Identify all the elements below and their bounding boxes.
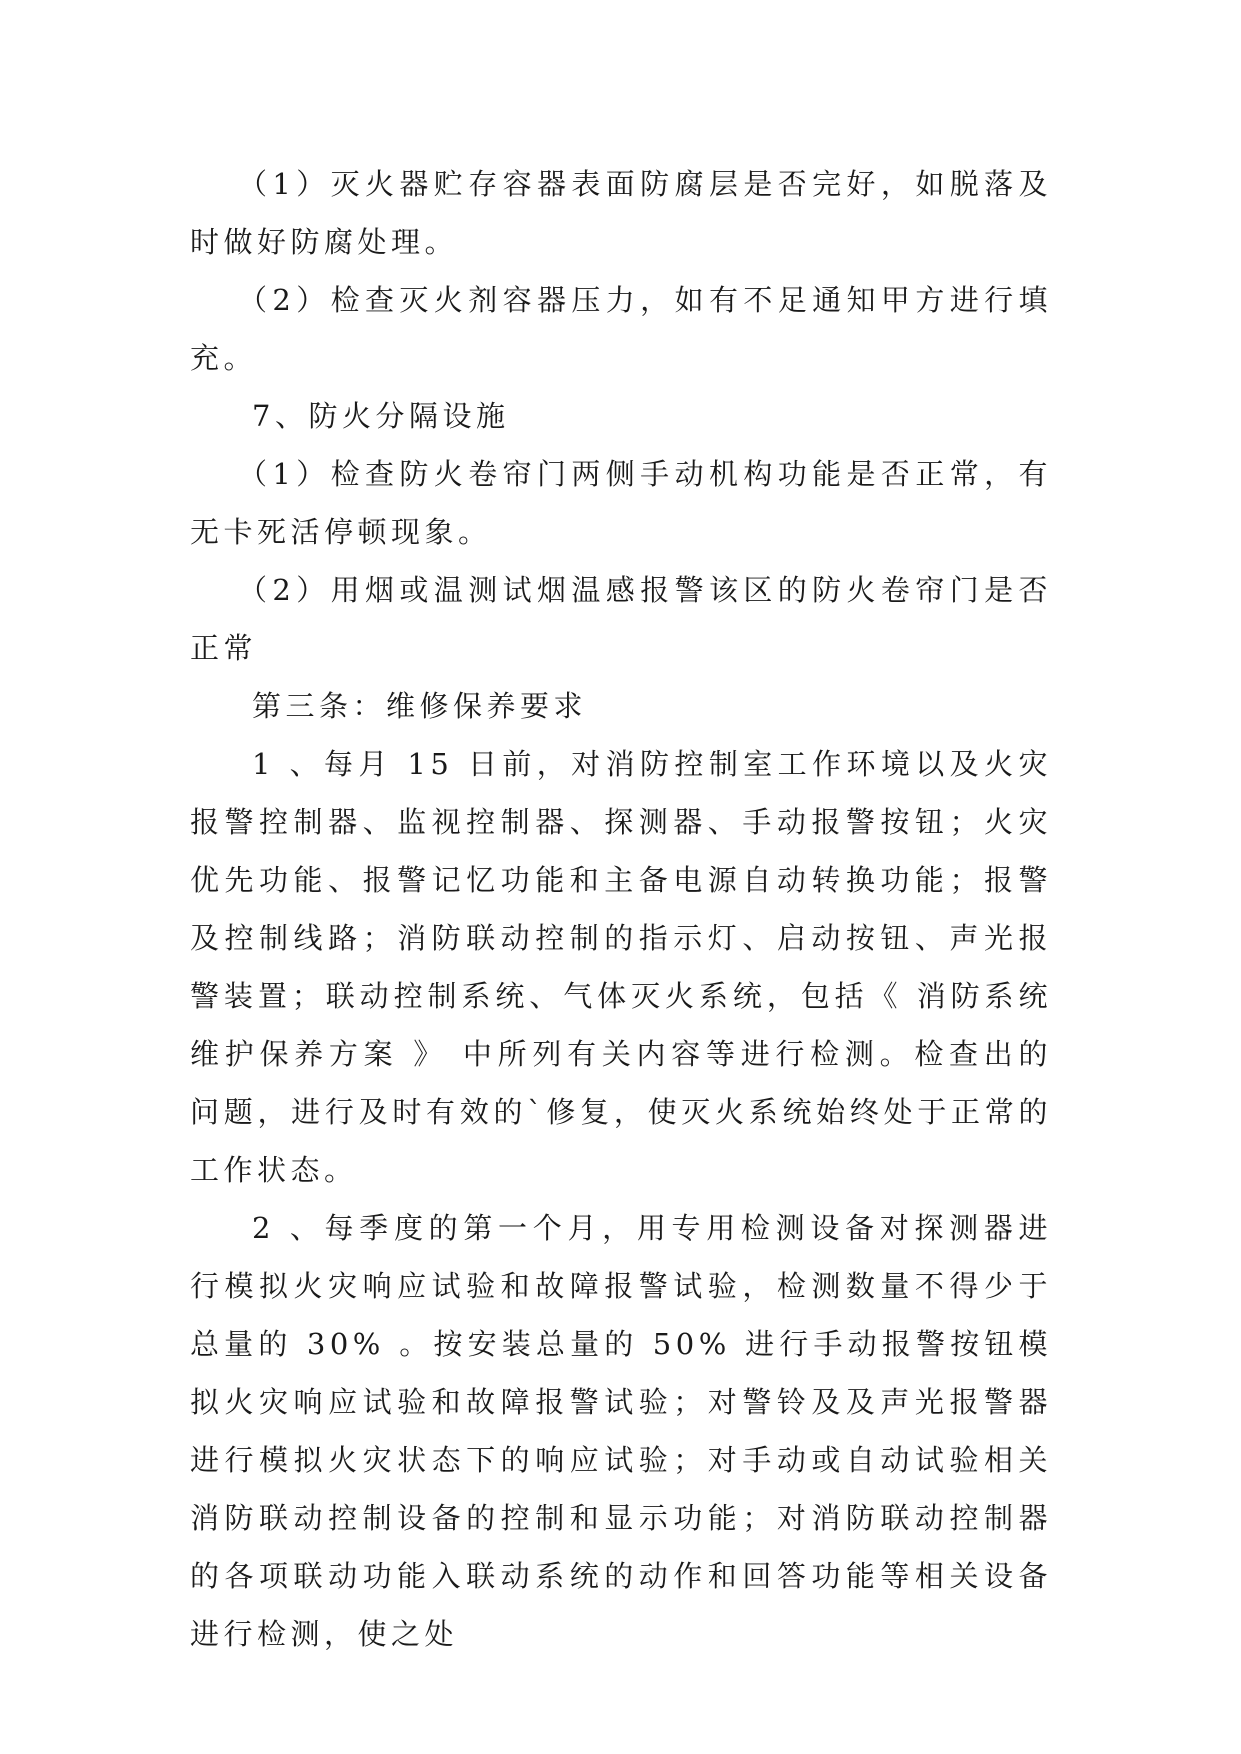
paragraph-monthly-check: 1 、每月 15 日前，对消防控制室工作环境以及火灾报警控制器、监视控制器、探测器、手动报警按钮；火灾优先功能、报警记忆功能和主备电源自动转换功能；报警及控制线路；消防联动控制的指示灯、启动按钮、声光报警装置；联动控制系统、气体灭火系统，包括《 消防系统维护保养方案 》 中所列有关内容等进行检测。检查出的问题，进行及时有效的`修复，使灭火系统始终处于正常的工作状态。 — [190, 747, 1052, 1187]
paragraph-shutter-manual: （1）检查防火卷帘门两侧手动机构功能是否正常，有无卡死活停顿现象。 — [190, 457, 1052, 549]
article-heading-maintenance: 第三条：维修保养要求 — [252, 689, 588, 723]
paragraph-quarterly-check: 2 、每季度的第一个月，用专用检测设备对探测器进行模拟火灾响应试验和故障报警试验，检测数量不得少于总量的 30% 。按安装总量的 50% 进行手动报警按钮模拟火灾响应试验和故障报警试验；对警铃及及声光报警器进行模拟火灾状态下的响应试验；对手动或自动试验相关消防联动控制设备的控制和显示功能；对消防联动控制器的各项联动功能入联动系统的动作和回答功能等相关设备进行检测，使之处 — [190, 1211, 1052, 1651]
document-body — [190, 155, 1052, 1663]
paragraph-shutter-smoke-test: （2）用烟或温测试烟温感报警该区的防火卷帘门是否正常 — [190, 573, 1052, 665]
paragraph-extinguisher-pressure: （2）检查灭火剂容器压力，如有不足通知甲方进行填充。 — [190, 283, 1052, 375]
section-heading-fire-separation: 7、防火分隔设施 — [252, 399, 510, 433]
paragraph-extinguisher-coating: （1）灭火器贮存容器表面防腐层是否完好，如脱落及时做好防腐处理。 — [190, 167, 1052, 259]
